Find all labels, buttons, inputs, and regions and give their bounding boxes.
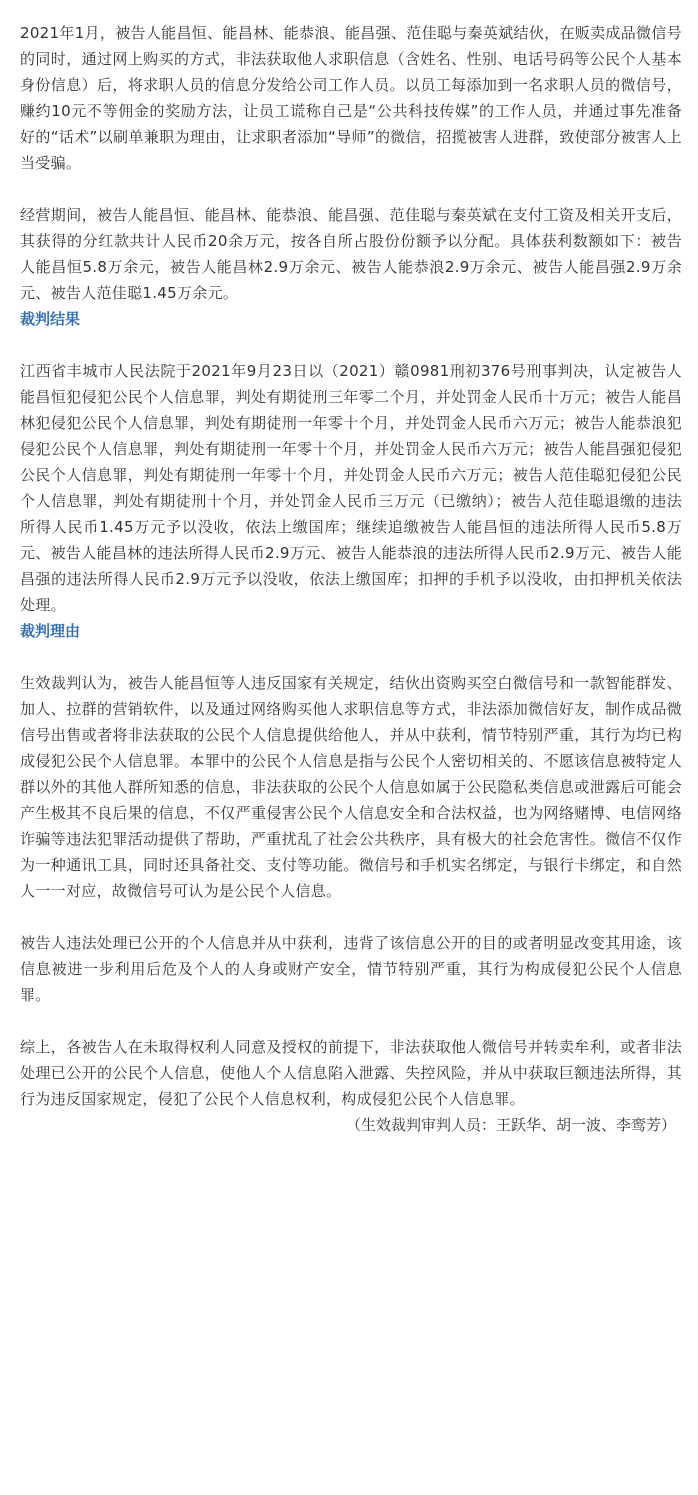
paragraph-reason-2: 被告人违法处理已公开的个人信息并从中获利，违背了该信息公开的目的或者明显改变其用途，该信息被进一步利用后危及个人的人身或财产安全，情节特别严重，其行为构成侵犯公民个人信息罪。 xyxy=(20,934,682,1004)
paragraph-reason-1: 生效裁判认为，被告人能昌恒等人违反国家有关规定，结伙出资购买空白微信号和一款智能群发、加人、拉群的营销软件，以及通过网络购买他人求职信息等方式，非法添加微信好友，制作成品微信号出售或者将非法获取的公民个人信息提供给他人，并从中获利，情节特别严重，其行为均已构成侵犯公民个人信息罪。本罪中的公民个人信息是指与公民个人密切相关的、不愿该信息被特定人群以外的其他人群所知悉的信息，非法获取的公民个人信息如属于公民隐私类信息或泄露后可能会产生极其不良后果的信息，不仅严重侵害公民个人信息安全和合法权益，也为网络赌博、电信网络诈骗等违法犯罪活动提供了帮助，严重扰乱了社会公共秩序，具有极大的社会危害性。微信不仅作为一种通讯工具，同时还具备社交、支付等功能。微信号和手机实名绑定，与银行卡绑定，和自然人一一对应，故微信号可认为是公民个人信息。 xyxy=(20,674,682,900)
judges-signature: （生效裁判审判人员：王跃华、胡一波、李鸾芳） xyxy=(345,1116,676,1134)
paragraph-result: 江西省丰城市人民法院于2021年9月23日以（2021）赣0981刑初376号刑事判决，认定被告人能昌恒犯侵犯公民个人信息罪，判处有期徒刑三年零二个月，并处罚金人民币十万元；被告人能昌林犯侵犯公民个人信息罪，判处有期徒刑一年零十个月，并处罚金人民币六万元；被告人能恭浪犯侵犯公民个人信息罪，判处有期徒刑一年零十个月，并处罚金人民币六万元；被告人能昌强犯侵犯公民个人信息罪，判处有期徒刑一年零十个月，并处罚金人民币六万元；被告人范佳聪犯侵犯公民个人信息罪，判处有期徒刑十个月，并处罚金人民币三万元（已缴纳）；被告人范佳聪退缴的违法所得人民币1.45万元予以没收，依法上缴国库；继续追缴被告人能昌恒的违法所得人民币5.8万元、被告人能昌林的违法所得人民币2.9万元、被告人能恭浪的违法所得人民币2.9万元、被告人能昌强的违法所得人民币2.9万元予以没收，依法上缴国库；扣押的手机予以没收，由扣押机关依法处理。 xyxy=(20,362,682,614)
paragraph-reason-3: 综上，各被告人在未取得权利人同意及授权的前提下，非法获取他人微信号并转卖牟利，或者非法处理已公开的公民个人信息，使他人个人信息陷入泄露、失控风险，并从中获取巨额违法所得，其行为违反国家规定，侵犯了公民个人信息权利，构成侵犯公民个人信息罪。 xyxy=(20,1038,682,1108)
section-heading-result: 裁判结果 xyxy=(20,310,81,328)
paragraph-facts-1: 2021年1月，被告人能昌恒、能昌林、能恭浪、能昌强、范佳聪与秦英斌结伙，在贩卖成品微信号的同时，通过网上购买的方式，非法获取他人求职信息（含姓名、性别、电话号码等公民个人基本身份信息）后，将求职人员的信息分发给公司工作人员。以员工每添加到一名求职人员的微信号，赚约10元不等佣金的奖励方法，让员工谎称自己是“公共科技传媒”的工作人员，并通过事先准备好的“话术”以刷单兼职为理由，让求职者添加“导师”的微信，招揽被害人进群，致使部分被害人上当受骗。 xyxy=(20,24,682,172)
section-heading-reason: 裁判理由 xyxy=(20,622,81,640)
paragraph-facts-2: 经营期间，被告人能昌恒、能昌林、能恭浪、能昌强、范佳聪与秦英斌在支付工资及相关开支后，其获得的分红款共计人民币20余万元，按各自所占股份份额予以分配。具体获利数额如下：被告人能昌恒5.8万余元，被告人能昌林2.9万余元、被告人能恭浪2.9万余元、被告人能昌强2.9万余元、被告人范佳聪1.45万余元。 xyxy=(20,206,682,302)
